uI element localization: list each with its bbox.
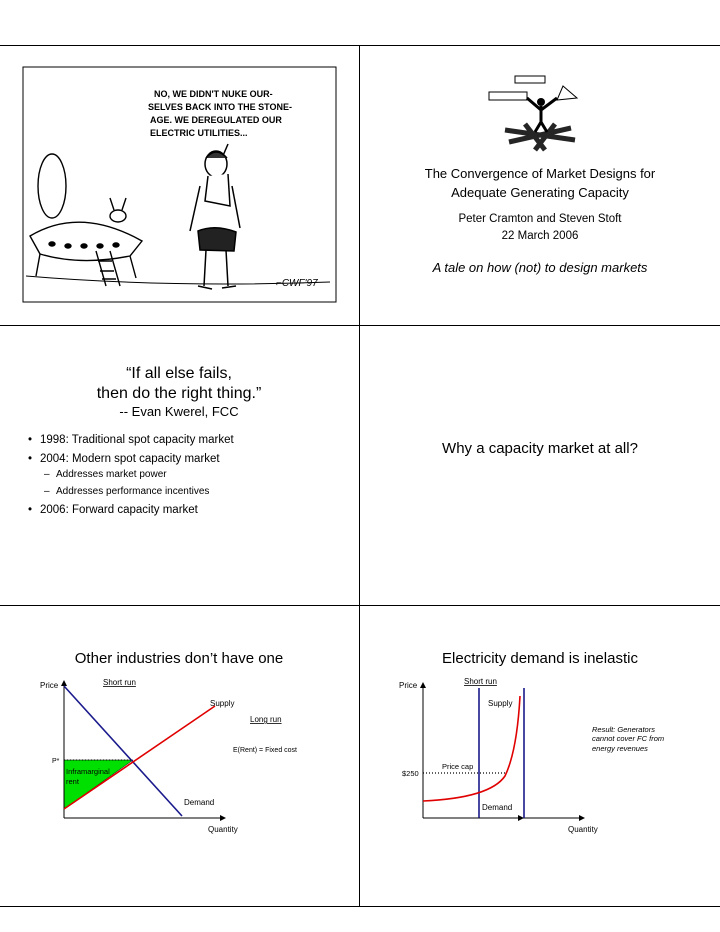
e-rent-label: E(Rent) = Fixed cost xyxy=(233,747,297,754)
svg-text:⌐CWF'97: ⌐CWF'97 xyxy=(276,278,318,289)
caveman-cartoon xyxy=(0,46,358,324)
inframarginal-label: Inframarginal xyxy=(66,767,110,776)
slide-3 xyxy=(0,326,358,604)
juggler-logo xyxy=(485,72,595,152)
subtitle: A tale on how (not) to design markets xyxy=(432,260,648,275)
y-axis-label: Price xyxy=(399,681,418,690)
short-run-label: Short run xyxy=(464,677,497,686)
slide-2 xyxy=(360,46,720,324)
quote-line-1: “If all else fails, xyxy=(126,365,232,382)
quote-attribution: -- Evan Kwerel, FCC xyxy=(119,404,239,419)
timeline-list xyxy=(26,434,346,523)
slide-6 xyxy=(360,606,720,906)
demand-label: Demand xyxy=(482,803,513,812)
presentation-date: 22 March 2006 xyxy=(501,230,579,242)
result-line-3: energy revenues xyxy=(592,744,648,753)
bullet-2004: • 2004: Modern spot capacity market – Addresses market power – Addresses performance incentives xyxy=(26,453,346,497)
bullet-1998: • 1998: Traditional spot capacity market xyxy=(26,434,346,446)
slide-6-title: Electricity demand is inelastic xyxy=(442,650,638,667)
quote-line-2: then do the right thing.” xyxy=(96,385,262,402)
price-value-label: $250 xyxy=(402,769,419,778)
cartoon-caption-1: NO, WE DIDN'T NUKE OUR- xyxy=(154,89,273,99)
result-line-2: cannot cover FC from xyxy=(592,734,665,743)
supply-label: Supply xyxy=(210,699,235,708)
p-star-label: P* xyxy=(52,758,60,765)
demand-label: Demand xyxy=(184,798,215,807)
divider-bottom xyxy=(0,906,720,907)
supply-label: Supply xyxy=(488,699,513,708)
supply-line xyxy=(64,706,215,809)
supply-demand-chart xyxy=(0,606,358,906)
rent-label: rent xyxy=(66,777,79,786)
slide-4 xyxy=(360,326,720,604)
x-axis-label: Quantity xyxy=(568,825,598,834)
cartoon-caption-2: SELVES BACK INTO THE STONE- xyxy=(148,102,293,112)
result-line-1: Result: Generators xyxy=(592,725,655,734)
x-axis-label: Quantity xyxy=(208,825,238,834)
slide-5-title: Other industries don’t have one xyxy=(74,650,284,667)
question-heading: Why a capacity market at all? xyxy=(442,440,638,457)
cartoon-caption-3: AGE. WE DEREGULATED OUR xyxy=(150,115,282,125)
long-run-label: Long run xyxy=(250,715,282,724)
bullet-2006: • 2006: Forward capacity market xyxy=(26,504,346,516)
cartoon-caption-4: ELECTRIC UTILITIES... xyxy=(150,128,248,138)
authors: Peter Cramton and Steven Stoft xyxy=(458,213,622,225)
electricity-demand-chart xyxy=(360,606,720,906)
short-run-label: Short run xyxy=(103,678,136,687)
price-cap-label: Price cap xyxy=(442,762,474,771)
y-axis-label: Price xyxy=(40,681,59,690)
slide-5 xyxy=(0,606,358,906)
supply-curve xyxy=(423,696,520,801)
subbullet-performance: – Addresses performance incentives xyxy=(40,486,346,497)
title-line-2: Adequate Generating Capacity xyxy=(451,185,629,200)
slide-1 xyxy=(0,46,358,324)
title-line-1: The Convergence of Market Designs for xyxy=(424,166,656,181)
subbullet-market-power: – Addresses market power xyxy=(40,469,346,480)
